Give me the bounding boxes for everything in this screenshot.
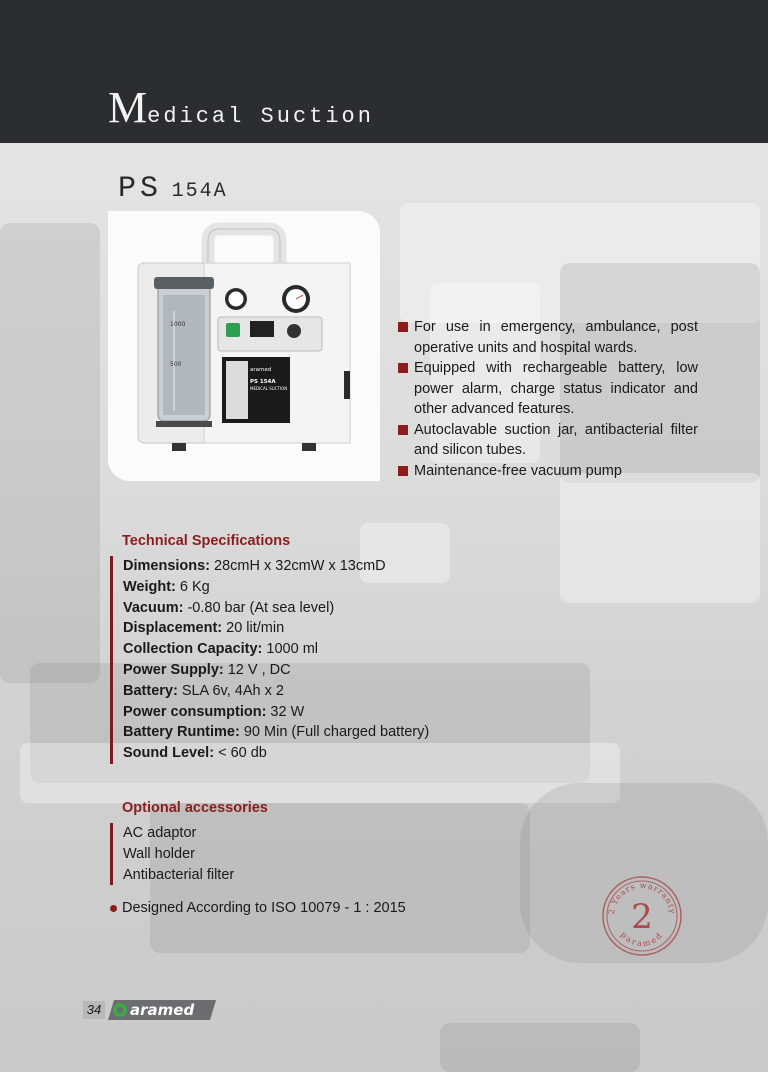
spec-label: Collection Capacity: <box>123 641 263 658</box>
spec-value: SLA 6v, 4Ah x 2 <box>177 682 284 699</box>
spec-label: Power Supply: <box>123 661 224 678</box>
spec-value: < 60 db <box>214 745 267 762</box>
model-number: 154A <box>171 180 228 203</box>
product-photo <box>108 211 380 481</box>
feature-item: Maintenance-free vacuum pump <box>398 461 698 482</box>
spec-row <box>123 660 429 681</box>
spec-label: Power consumption: <box>123 703 267 720</box>
spec-row <box>123 598 429 619</box>
page-number: 34 <box>83 1001 105 1019</box>
product-model <box>118 172 228 206</box>
spec-row <box>123 556 429 577</box>
stamp-number: 2 <box>631 897 653 937</box>
spec-value: 6 Kg <box>175 578 210 595</box>
title-rest: edical Suction <box>147 104 374 129</box>
spec-row <box>123 722 429 743</box>
accessory-item: Antibacterial filter <box>123 866 235 883</box>
accessories-list <box>110 823 234 885</box>
specs-list <box>110 556 429 764</box>
spec-value: 90 Min (Full charged battery) <box>239 724 430 741</box>
warranty-stamp <box>586 873 698 959</box>
device-label-name: MEDICAL SUCTION <box>250 386 288 391</box>
accessory-item: Wall holder <box>123 845 195 862</box>
page-title <box>108 82 374 133</box>
spec-label: Vacuum: <box>123 599 184 616</box>
spec-label: Weight: <box>123 578 176 595</box>
spec-row <box>123 618 429 639</box>
spec-value: 20 lit/min <box>222 620 285 637</box>
model-prefix: PS <box>118 172 163 206</box>
accessories-heading: Optional accessories <box>122 800 268 816</box>
spec-label: Battery Runtime: <box>123 724 240 741</box>
feature-item: Equipped with rechargeable battery, low power alarm, charge status indicator and other advanced features. <box>398 358 698 420</box>
warranty-seal-icon <box>586 873 698 959</box>
title-initial: M <box>108 83 148 132</box>
feature-item: For use in emergency, ambulance, post operative units and hospital wards. <box>398 317 698 358</box>
spec-value: 32 W <box>266 703 305 720</box>
feature-item: Autoclavable suction jar, antibacterial filter and silicon tubes. <box>398 420 698 461</box>
footer-brand-text: aramed <box>130 1001 195 1019</box>
spec-label: Dimensions: <box>123 558 211 574</box>
device-label-brand: aramed <box>250 367 272 373</box>
iso-note <box>110 900 406 916</box>
specs-heading: Technical Specifications <box>122 533 291 549</box>
iso-text: Designed According to ISO 10079 - 1 : 2015 <box>122 900 406 916</box>
device-label-model: PS 154A <box>250 379 276 385</box>
suction-device-illustration <box>108 211 380 481</box>
spec-value: -0.80 bar (At sea level) <box>183 599 335 616</box>
accessory-item: AC adaptor <box>123 825 197 841</box>
page-header <box>0 0 768 143</box>
spec-row <box>123 577 429 598</box>
spec-row <box>123 639 429 660</box>
spec-value: 28cmH x 32cmW x 13cmD <box>210 558 386 574</box>
spec-label: Battery: <box>123 682 178 699</box>
bullet-dot-icon <box>110 905 117 912</box>
stamp-top-text: 2 Years warranty <box>606 880 678 916</box>
svg-text:1000: 1000 <box>170 321 186 328</box>
spec-value: 1000 ml <box>262 641 319 658</box>
spec-row <box>123 702 429 723</box>
spec-value: 12 V , DC <box>223 661 291 678</box>
feature-list <box>398 317 698 481</box>
spec-row <box>123 681 429 702</box>
spec-label: Displacement: <box>123 620 223 637</box>
brand-logo <box>108 1000 216 1020</box>
stamp-bottom-text: paramed <box>618 930 666 949</box>
spec-row <box>123 743 429 764</box>
svg-text:500: 500 <box>170 361 182 368</box>
spec-label: Sound Level: <box>123 745 215 762</box>
